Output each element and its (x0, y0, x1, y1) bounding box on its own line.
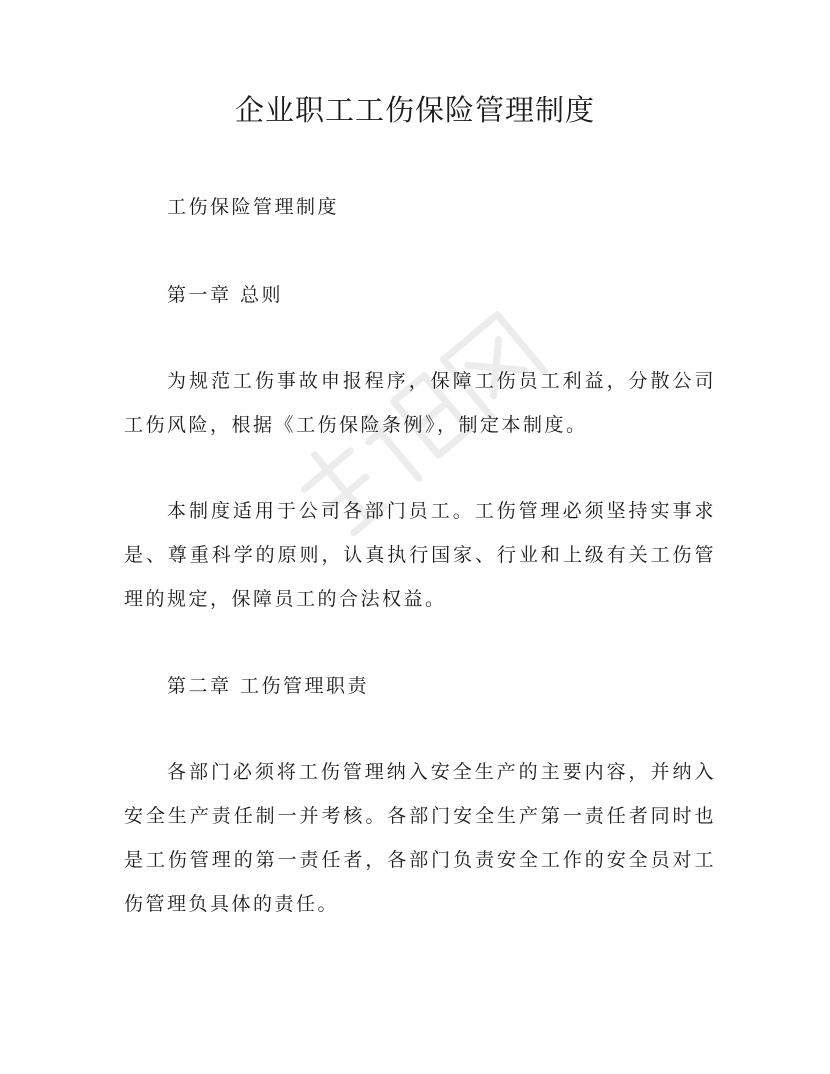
paragraph-scope: 本制度适用于公司各部门员工。工伤管理必须坚持实事求是、尊重科学的原则，认真执行国家、行业和上级有关工伤管理的规定，保障员工的合法权益。 (124, 500, 716, 610)
paragraph-responsibilities: 各部门必须将工伤管理纳入安全生产的主要内容，并纳入安全生产责任制一并考核。各部门安全生产第一责任者同时也是工伤管理的第一责任者，各部门负责安全工作的安全员对工伤管理负具体的责任。 (124, 761, 716, 915)
subtitle: 工伤保险管理制度 (167, 196, 340, 218)
paragraph-purpose: 为规范工伤事故申报程序，保障工伤员工利益，分散公司工伤风险，根据《工伤保险条例》，制定本制度。 (124, 370, 716, 436)
chapter-heading-2: 第二章 工伤管理职责 (167, 675, 370, 697)
document-title: 企业职工工伤保险管理制度 (234, 93, 595, 127)
chapter-heading-1: 第一章 总则 (167, 284, 284, 306)
